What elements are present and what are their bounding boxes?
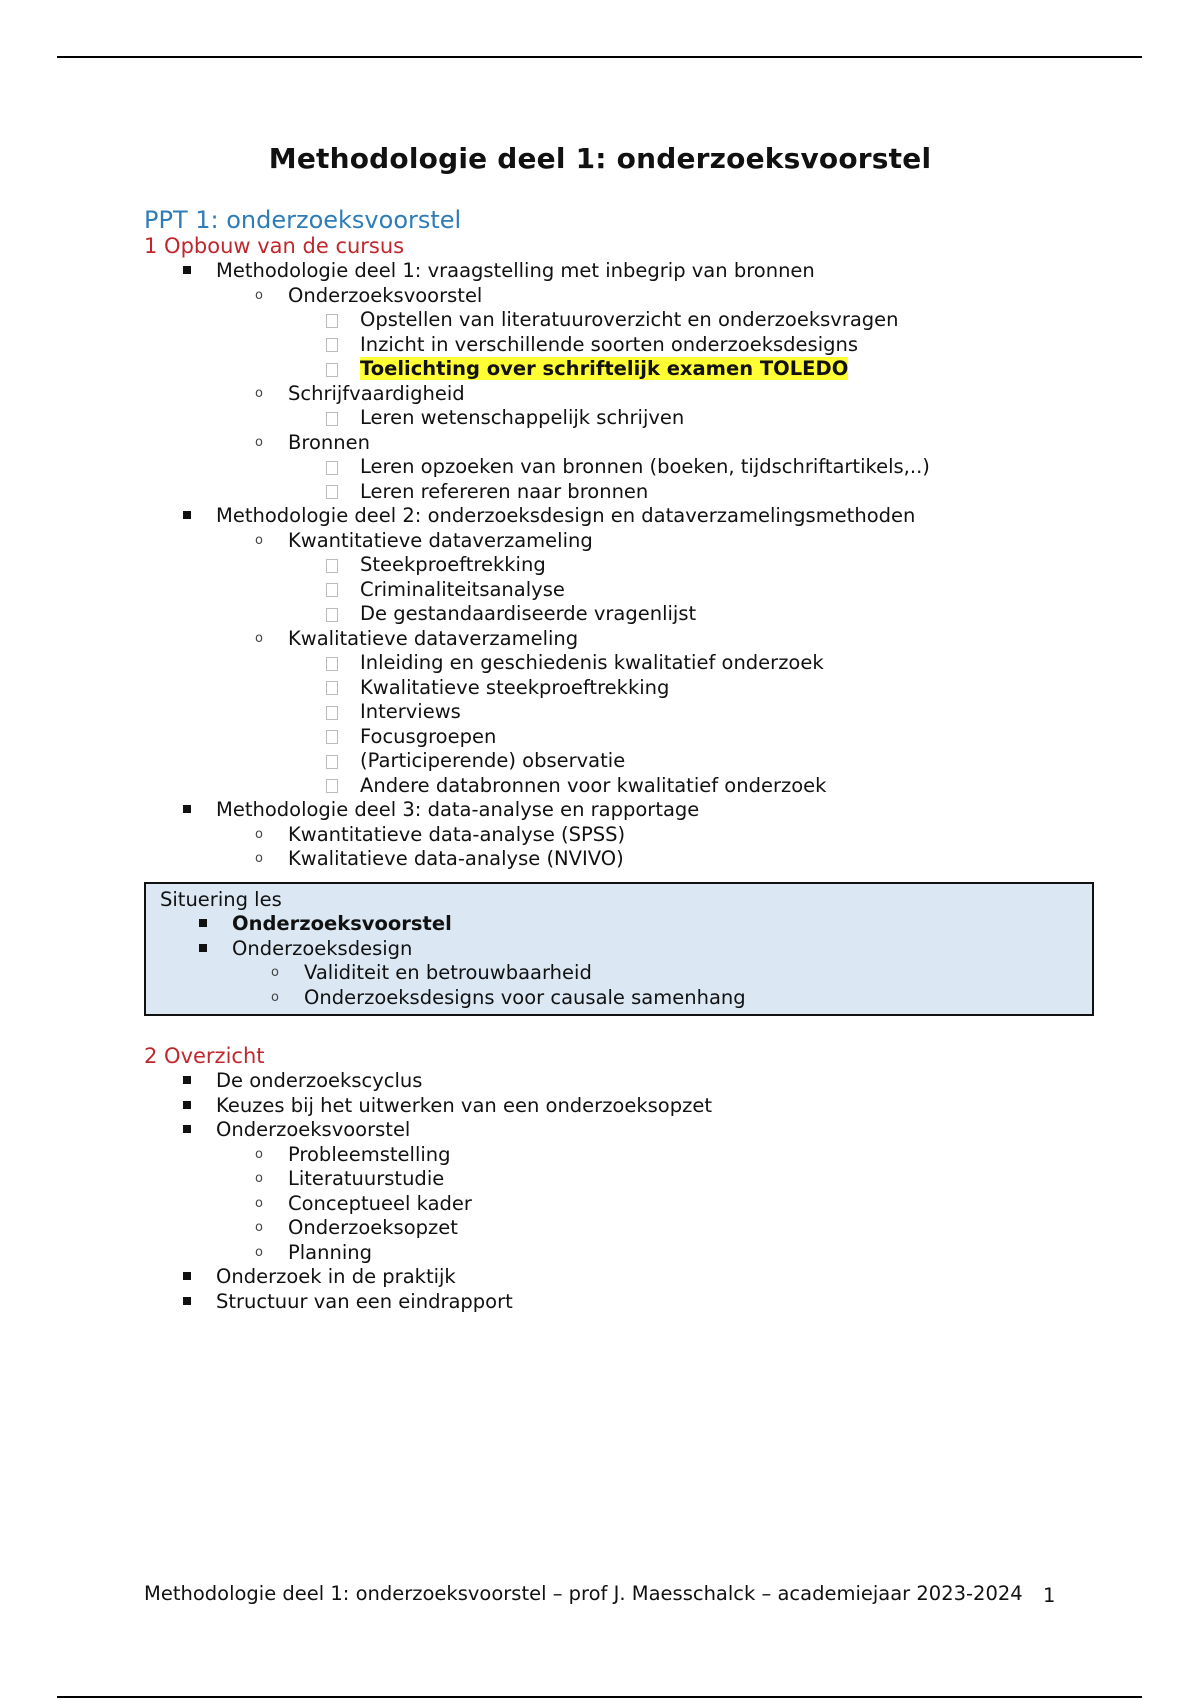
list-item: De gestandaardiseerde vragenlijst bbox=[144, 602, 1084, 627]
list-item: Leren opzoeken van bronnen (boeken, tijdschriftartikels,..) bbox=[144, 455, 1084, 480]
list-item: o Probleemstelling bbox=[144, 1143, 1084, 1168]
square-bullet-icon bbox=[180, 504, 194, 529]
list-item: Onderzoek in de praktijk bbox=[144, 1265, 1084, 1290]
empty-box-bullet-icon bbox=[325, 774, 339, 799]
square-bullet-icon bbox=[196, 912, 210, 937]
empty-box-bullet-icon bbox=[325, 700, 339, 725]
list-item: Steekproeftrekking bbox=[144, 553, 1084, 578]
list-item: o Literatuurstudie bbox=[144, 1167, 1084, 1192]
list-item: Leren wetenschappelijk schrijven bbox=[144, 406, 1084, 431]
empty-box-bullet-icon bbox=[325, 480, 339, 505]
list-item: Methodologie deel 1: vraagstelling met inbegrip van bronnen bbox=[144, 259, 1084, 284]
square-bullet-icon bbox=[180, 798, 194, 823]
page-title: Methodologie deel 1: onderzoeksvoorstel bbox=[268, 142, 932, 175]
footer-rule bbox=[57, 1696, 1142, 1698]
list-item: o Kwalitatieve dataverzameling bbox=[144, 627, 1084, 652]
situering-box bbox=[144, 882, 1094, 1017]
circle-bullet-icon: o bbox=[255, 1146, 263, 1162]
list-item: Onderzoeksvoorstel bbox=[144, 1118, 1084, 1143]
empty-box-bullet-icon bbox=[325, 749, 339, 774]
circle-bullet-icon: o bbox=[271, 989, 279, 1005]
list-item: Methodologie deel 2: onderzoeksdesign en dataverzamelingsmethoden bbox=[144, 504, 1084, 529]
situering-label: Situering les bbox=[160, 887, 282, 911]
list-item: Kwalitatieve steekproeftrekking bbox=[144, 676, 1084, 701]
circle-bullet-icon: o bbox=[255, 1171, 263, 1186]
page-number: 1 bbox=[1043, 1584, 1056, 1607]
list-item: (Participerende) observatie bbox=[144, 749, 1084, 774]
square-bullet-icon bbox=[180, 1118, 194, 1143]
ppt-heading: PPT 1: onderzoeksvoorstel bbox=[144, 206, 462, 234]
circle-bullet-icon: o bbox=[271, 965, 279, 980]
empty-box-bullet-icon bbox=[325, 651, 339, 676]
circle-bullet-icon: o bbox=[255, 532, 263, 548]
empty-box-bullet-icon bbox=[325, 455, 339, 480]
empty-box-bullet-icon bbox=[325, 602, 339, 627]
list-item: o Bronnen bbox=[144, 431, 1084, 456]
list-item: o Schrijfvaardigheid bbox=[144, 382, 1084, 407]
list-item: o Validiteit en betrouwbaarheid bbox=[160, 961, 1092, 986]
circle-bullet-icon: o bbox=[255, 1244, 263, 1260]
circle-bullet-icon: o bbox=[255, 630, 263, 646]
list-item: De onderzoekscyclus bbox=[144, 1069, 1084, 1094]
list-item: o Conceptueel kader bbox=[144, 1192, 1084, 1217]
square-bullet-icon bbox=[180, 1094, 194, 1119]
square-bullet-icon bbox=[180, 259, 194, 284]
list-item: Structuur van een eindrapport bbox=[144, 1290, 1084, 1315]
document-body bbox=[144, 206, 1084, 1314]
list-item: o Onderzoeksopzet bbox=[144, 1216, 1084, 1241]
highlighted-text: Toelichting over schriftelijk examen TOLEDO bbox=[360, 357, 849, 380]
circle-bullet-icon: o bbox=[255, 1220, 263, 1235]
square-bullet-icon bbox=[180, 1265, 194, 1290]
section-heading-overzicht: 2 Overzicht bbox=[144, 1044, 265, 1068]
circle-bullet-icon: o bbox=[255, 287, 263, 303]
square-bullet-icon bbox=[196, 937, 210, 962]
empty-box-bullet-icon bbox=[325, 553, 339, 578]
empty-box-bullet-icon bbox=[325, 676, 339, 701]
empty-box-bullet-icon bbox=[325, 406, 339, 431]
list-item: o Planning bbox=[144, 1241, 1084, 1266]
circle-bullet-icon: o bbox=[255, 1195, 263, 1211]
list-item: Leren refereren naar bronnen bbox=[144, 480, 1084, 505]
empty-box-bullet-icon bbox=[325, 725, 339, 750]
list-item: Interviews bbox=[144, 700, 1084, 725]
empty-box-bullet-icon bbox=[325, 357, 339, 382]
list-item bbox=[144, 357, 1084, 382]
square-bullet-icon bbox=[180, 1069, 194, 1094]
list-item: o Onderzoeksdesigns voor causale samenhang bbox=[160, 986, 1092, 1011]
list-item: o Onderzoeksvoorstel bbox=[144, 284, 1084, 309]
list-item: Keuzes bij het uitwerken van een onderzoeksopzet bbox=[144, 1094, 1084, 1119]
circle-bullet-icon: o bbox=[255, 826, 263, 842]
list-item: Criminaliteitsanalyse bbox=[144, 578, 1084, 603]
list-item: o Kwantitatieve data-analyse (SPSS) bbox=[144, 823, 1084, 848]
list-item: Onderzoeksvoorstel bbox=[160, 912, 1092, 937]
empty-box-bullet-icon bbox=[325, 333, 339, 358]
header-rule bbox=[57, 56, 1142, 58]
empty-box-bullet-icon bbox=[325, 578, 339, 603]
page-footer: Methodologie deel 1: onderzoeksvoorstel – prof J. Maesschalck – academiejaar 2023-2024 bbox=[144, 1582, 1023, 1605]
list-item: Focusgroepen bbox=[144, 725, 1084, 750]
list-item: Onderzoeksdesign bbox=[160, 937, 1092, 962]
circle-bullet-icon: o bbox=[255, 851, 263, 866]
list-item: Methodologie deel 3: data-analyse en rapportage bbox=[144, 798, 1084, 823]
circle-bullet-icon: o bbox=[255, 434, 263, 450]
list-item: Opstellen van literatuuroverzicht en onderzoeksvragen bbox=[144, 308, 1084, 333]
list-item: Inleiding en geschiedenis kwalitatief onderzoek bbox=[144, 651, 1084, 676]
circle-bullet-icon: o bbox=[255, 385, 263, 401]
list-item: Andere databronnen voor kwalitatief onderzoek bbox=[144, 774, 1084, 799]
list-item: o Kwantitatieve dataverzameling bbox=[144, 529, 1084, 554]
list-item: Inzicht in verschillende soorten onderzoeksdesigns bbox=[144, 333, 1084, 358]
section-heading-opbouw: 1 Opbouw van de cursus bbox=[144, 234, 405, 258]
empty-box-bullet-icon bbox=[325, 308, 339, 333]
square-bullet-icon bbox=[180, 1290, 194, 1315]
list-item: o Kwalitatieve data-analyse (NVIVO) bbox=[144, 847, 1084, 872]
